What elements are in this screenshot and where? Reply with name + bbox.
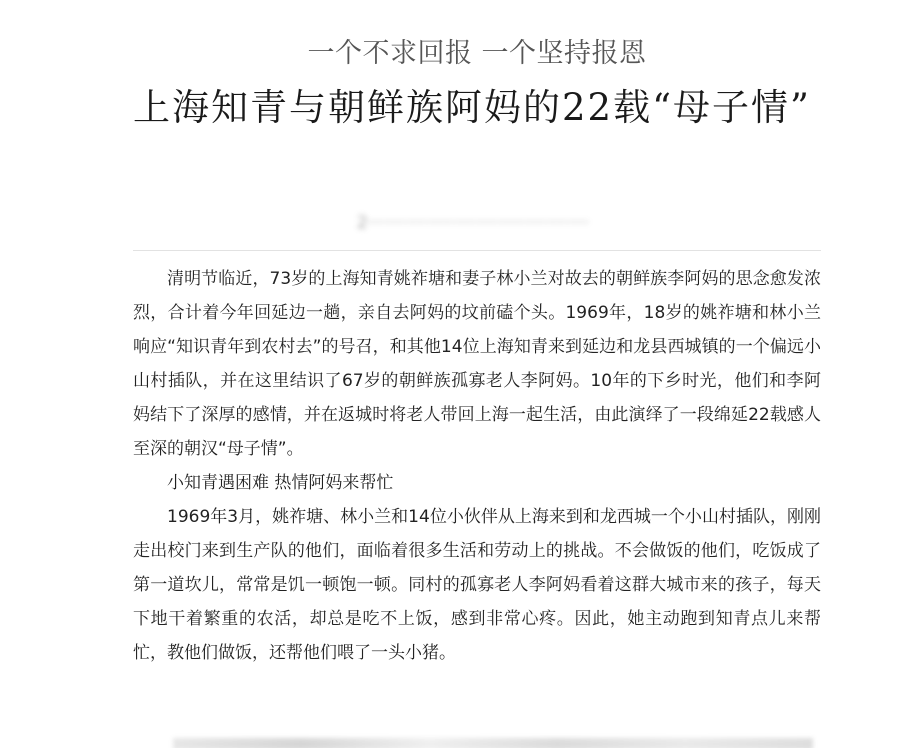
article-subtitle: 一个不求回报 一个坚持报恩 xyxy=(307,38,647,69)
section-heading: 小知青遇困难 热情阿妈来帮忙 xyxy=(167,473,394,493)
paragraph: 清明节临近，73岁的上海知青姚祚塘和妻子林小兰对故去的朝鲜族李阿妈的思念愈发浓烈，合计着今年回延边一趟，亲自去阿妈的坟前磕个头。1969年，18岁的姚祚塘和林小兰响应“知识青年到农村去”的号召，和其他14位上海知青来到延边和龙县西城镇的一个偏远小山村插队，并在这里结识了67岁的朝鲜族孤寡老人李阿妈。10年的下乡时光，他们和李阿妈结下了深厚的感情，并在返城时将老人带回上海一起生活，由此演绎了一段绵延22载感人至深的朝汉“母子情”。 xyxy=(133,269,821,459)
article-body xyxy=(133,262,821,670)
divider xyxy=(133,250,821,251)
article-title: 上海知青与朝鲜族阿妈的22载“母子情” xyxy=(133,86,811,129)
cut-off-text-line xyxy=(173,738,813,748)
paragraph: 1969年3月，姚祚塘、林小兰和14位小伙伴从上海来到和龙西城一个小山村插队，刚刚走出校门来到生产队的他们，面临着很多生活和劳动上的挑战。不会做饭的他们，吃饭成了第一道坎儿，常常是饥一顿饱一顿。同村的孤寡老人李阿妈看着这群大城市来的孩子，每天下地干着繁重的农活，却总是吃不上饭，感到非常心疼。因此，她主动跑到知青点儿来帮忙，教他们做饭，还帮他们喂了一头小猪。 xyxy=(133,507,821,663)
article-meta-obscured xyxy=(333,206,613,240)
article-meta-text: 2········································· xyxy=(356,213,590,233)
article xyxy=(133,0,821,748)
